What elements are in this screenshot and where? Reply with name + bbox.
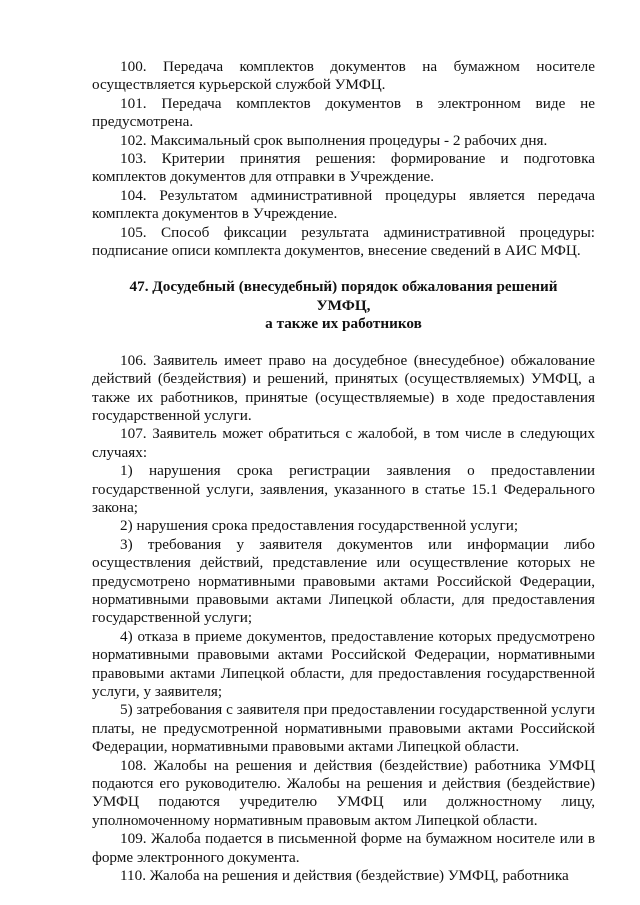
paragraph-110: 110. Жалоба на решения и действия (бездействие) УМФЦ, работника: [120, 867, 569, 885]
list-item-4: 4) отказа в приеме документов, предоставление которых предусмотрено нормативными правовыми актами Российской Федерации, нормативными правовыми актами Липецкой области, для предоставления государственной услуги, у заявителя;: [92, 627, 595, 700]
paragraph-101: 101. Передача комплектов документов в электронном виде не предусмотрена.: [92, 94, 595, 131]
section-heading-line2: УМФЦ,: [316, 296, 371, 314]
paragraph-109: 109. Жалоба подается в письменной форме на бумажном носителе или в форме электронного документа.: [92, 830, 595, 866]
list-item-2: 2) нарушения срока предоставления государственной услуги;: [120, 517, 519, 535]
section-heading: [92, 278, 595, 333]
paragraph-104: 104. Результатом административной процедуры является передача комплекта документов в Учреждение.: [92, 186, 595, 223]
paragraph-105: 105. Способ фиксации результата административной процедуры: подписание описи комплекта документов, внесение сведений в АИС МФЦ.: [92, 223, 595, 260]
paragraph-100: 100. Передача комплектов документов на бумажном носителе осуществляется курьерской службой УМФЦ.: [92, 58, 595, 94]
section-heading-line3: а также их работников: [265, 315, 422, 333]
paragraph-108: 108. Жалобы на решения и действия (бездействие) работника УМФЦ подаются его руководителю. Жалобы на решения и действия (бездействие) УМФЦ подаются учредителю УМФЦ или должностному лицу, уполномоченному нормативным правовым актом Липецкой области.: [92, 756, 595, 829]
paragraph-107: 107. Заявитель может обратиться с жалобой, в том числе в следующих случаях:: [92, 425, 595, 461]
paragraph-102: 102. Максимальный срок выполнения процедуры - 2 рабочих дня.: [120, 131, 548, 149]
document-page: [92, 58, 595, 885]
paragraph-106: 106. Заявитель имеет право на досудебное (внесудебное) обжалование действий (бездействия) и решений, принятых (осуществляемых) УМФЦ, а также их работников, принятые (осуществляемые) в ходе предоставления государственной услуги.: [92, 351, 595, 424]
list-item-1: 1) нарушения срока регистрации заявления о предоставлении государственной услуги, заявления, указанного в статье 15.1 Федерального закона;: [92, 462, 595, 516]
paragraph-103: 103. Критерии принятия решения: формирование и подготовка комплектов документов для отправки в Учреждение.: [92, 150, 595, 186]
list-item-3: 3) требования у заявителя документов или информации либо осуществления действий, представление или осуществление которых не предусмотрено нормативными правовыми актами Российской Федерации, нормативными правовыми актами Липецкой области, для предоставления государственной услуги;: [92, 535, 595, 627]
list-item-5: 5) затребования с заявителя при предоставлении государственной услуги платы, не предусмотренной нормативными правовыми актами Российской Федерации, нормативными правовыми актами Липецкой области.: [92, 701, 595, 756]
section-heading-line1: 47. Досудебный (внесудебный) порядок обжалования решений: [129, 278, 558, 296]
